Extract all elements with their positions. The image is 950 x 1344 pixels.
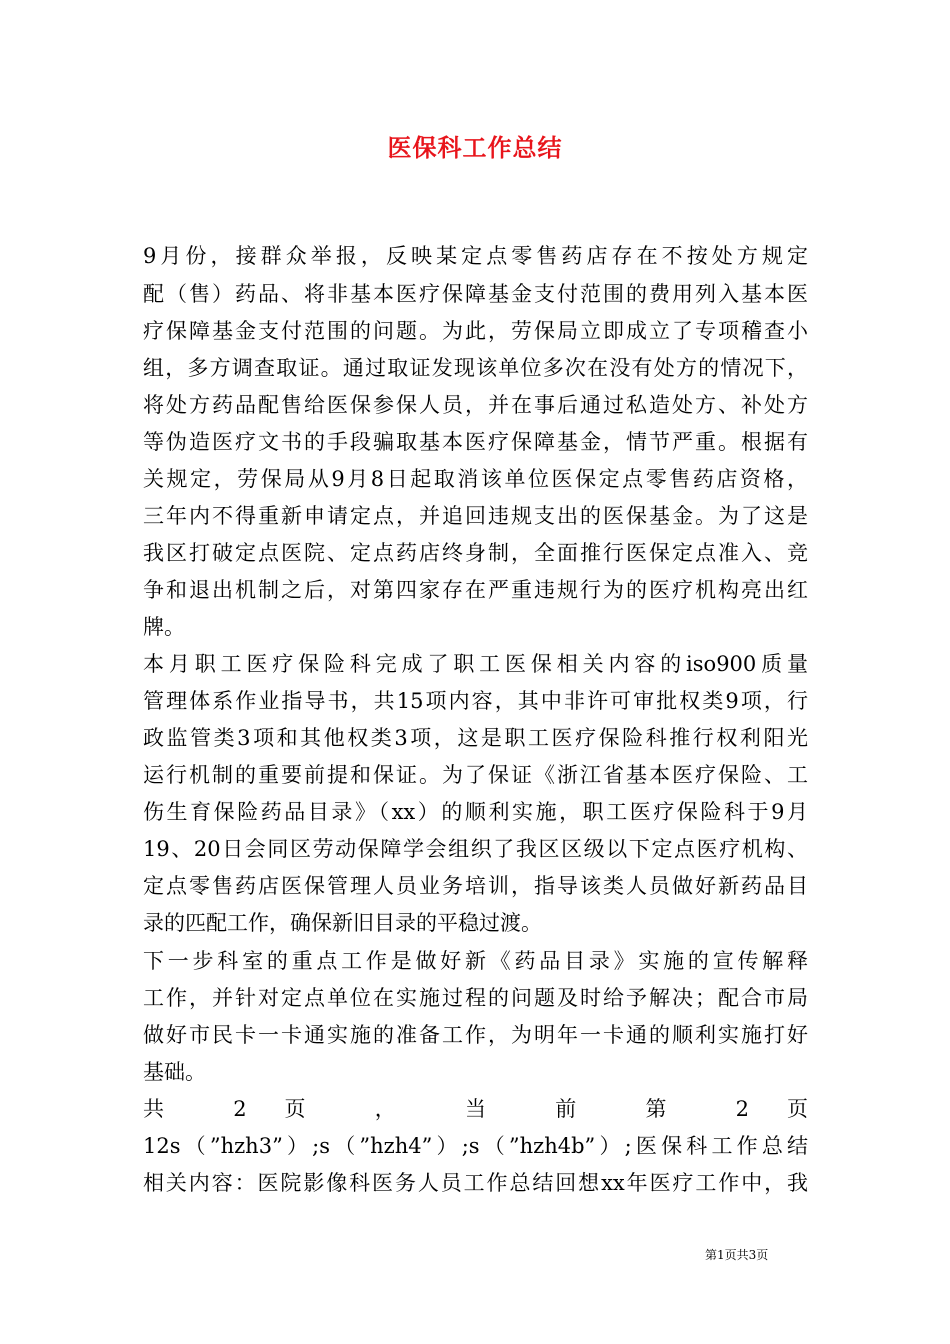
body-line: 工作，并针对定点单位在实施过程的问题及时给予解决；配合市局 [143, 986, 808, 1010]
body-line: 录的匹配工作，确保新旧目录的平稳过渡。 [143, 911, 542, 935]
body-line: 疗保障基金支付范围的问题。为此，劳保局立即成立了专项稽查小 [143, 319, 808, 343]
body-line: 配（售）药品、将非基本医疗保障基金支付范围的费用列入基本医 [143, 282, 808, 306]
body-line: 三年内不得重新申请定点，并追回违规支出的医保基金。为了这是 [143, 504, 808, 528]
body-line: 本月职工医疗保险科完成了职工医保相关内容的iso900质量 [143, 652, 808, 676]
body-line: 19、20日会同区劳动保障学会组织了我区区级以下定点医疗机构、 [143, 837, 808, 861]
body-line: 做好市民卡一卡通实施的准备工作，为明年一卡通的顺利实施打好 [143, 1023, 808, 1047]
document-title: 医保科工作总结 [387, 134, 563, 162]
body-line: 伤生育保险药品目录》（xx）的顺利实施，职工医疗保险科于9月 [143, 800, 808, 824]
page-count-line: 共 2 页 ， 当 前 第 2 页 [143, 1097, 808, 1121]
body-line: 基础。 [143, 1060, 206, 1084]
body-line: 将处方药品配售给医保参保人员，并在事后通过私造处方、补处方 [143, 393, 808, 417]
body-line: 等伪造医疗文书的手段骗取基本医疗保障基金，情节严重。根据有 [143, 430, 808, 454]
body-line: 运行机制的重要前提和保证。为了保证《浙江省基本医疗保险、工 [143, 763, 808, 787]
body-line: 政监管类3项和其他权类3项，这是职工医疗保险科推行权利阳光 [143, 726, 808, 750]
body-line: 相关内容：医院影像科医务人员工作总结回想xx年医疗工作中，我 [143, 1171, 808, 1195]
body-line: 牌。 [143, 615, 185, 639]
body-line: 9月份，接群众举报，反映某定点零售药店存在不按处方规定 [143, 244, 808, 268]
body-line: 关规定，劳保局从9月8日起取消该单位医保定点零售药店资格， [143, 467, 808, 491]
body-line: 下一步科室的重点工作是做好新《药品目录》实施的宣传解释 [143, 949, 808, 973]
body-line: 我区打破定点医院、定点药店终身制，全面推行医保定点准入、竞 [143, 541, 808, 565]
body-line: 组，多方调查取证。通过取证发现该单位多次在没有处方的情况下， [143, 356, 808, 380]
body-line: 管理体系作业指导书，共15项内容，其中非许可审批权类9项，行 [143, 689, 808, 713]
page-footer: 第1页共3页 [705, 1248, 769, 1262]
body-line: 12s（”hzh3”）;s（”hzh4”）;s（”hzh4b”）;医保科工作总结 [143, 1134, 808, 1158]
body-line: 定点零售药店医保管理人员业务培训，指导该类人员做好新药品目 [143, 874, 808, 898]
body-line: 争和退出机制之后，对第四家存在严重违规行为的医疗机构亮出红 [143, 578, 808, 602]
